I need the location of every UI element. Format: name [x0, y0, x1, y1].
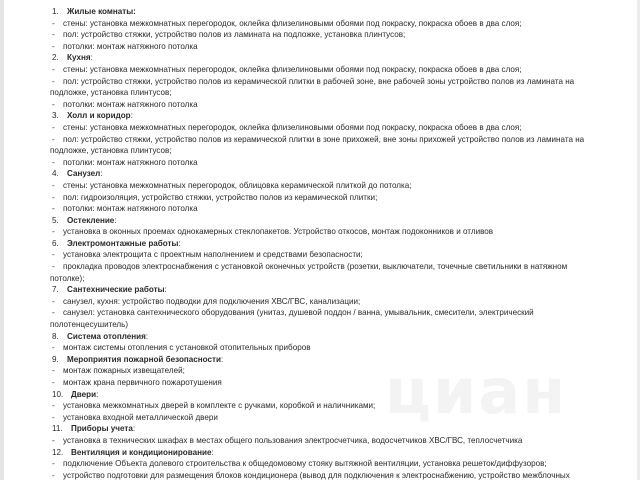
- section: [50, 354, 602, 389]
- section-colon: :: [145, 331, 149, 341]
- section-number: 8.: [52, 331, 59, 341]
- section-colon: :: [132, 424, 136, 434]
- list-item-text: подключение Объекта долевого строительства к общедомовому стояку вытяжной вентиляции, установка решеток/диффузоров;: [63, 459, 547, 469]
- dash-bullet: -: [52, 64, 55, 74]
- dash-bullet: -: [52, 262, 55, 272]
- section-colon: :: [96, 389, 99, 399]
- section-title: Мероприятия пожарной безопасности: [67, 354, 221, 364]
- section-number: 6.: [52, 238, 59, 248]
- list-item-text: установка в оконных проемах однокамерных стеклопакетов. Устройство откосов, монтаж подоконников и отливов: [63, 227, 494, 237]
- list-item: [50, 226, 602, 238]
- section-title: Двери: [71, 389, 97, 399]
- section-title: Приборы учета: [71, 424, 133, 434]
- section-heading: [50, 238, 602, 250]
- list-item-text: монтаж системы отопления с установкой отопительных приборов: [63, 343, 311, 353]
- dash-bullet: -: [52, 296, 55, 306]
- list-item-text: потолки: монтаж натяжного потолка: [63, 204, 198, 214]
- section-colon: :: [220, 354, 224, 364]
- dash-bullet: -: [52, 470, 55, 480]
- list-item: [50, 157, 602, 169]
- list-item: [50, 192, 602, 204]
- list-item-text: санузел, кухня: устройство подводки для подключения ХВС/ГВС, канализации;: [63, 296, 361, 306]
- section-title: Вентиляция и кондиционирование: [71, 447, 212, 457]
- dash-bullet: -: [52, 134, 55, 144]
- dash-bullet: -: [52, 459, 55, 469]
- list-item: [50, 296, 602, 308]
- list-item: [50, 342, 602, 354]
- section-colon: :: [130, 111, 133, 121]
- list-item: [50, 412, 602, 424]
- section-title: Санузел: [67, 169, 101, 179]
- dash-bullet: -: [52, 122, 55, 132]
- section-title: Остекление: [67, 215, 115, 225]
- section: [50, 423, 602, 446]
- page-left-edge: [0, 0, 4, 480]
- section-colon: :: [211, 447, 214, 457]
- section: [50, 52, 602, 110]
- section-title: Система отопления: [67, 331, 146, 341]
- section-colon: :: [178, 238, 181, 248]
- section: [50, 331, 602, 354]
- dash-bullet: -: [52, 401, 55, 411]
- list-item: [50, 203, 602, 215]
- section-number: 2.: [52, 53, 59, 63]
- list-item-text: монтаж крана первичного пожаротушения: [63, 378, 222, 387]
- list-item: [50, 18, 602, 30]
- section: [50, 389, 602, 424]
- section-heading: [50, 52, 602, 64]
- list-item: [50, 307, 602, 330]
- list-item: [50, 400, 602, 412]
- list-item-text: стены: установка межкомнатных перегородок, оклейка флизелиновыми обоями под покраску, покраска обоев в два слоя;: [63, 122, 522, 132]
- list-item: [50, 458, 602, 470]
- dash-bullet: -: [52, 250, 55, 260]
- list-item: [50, 122, 602, 134]
- section-title: Электромонтажные работы: [67, 238, 179, 248]
- section-heading: [50, 215, 602, 227]
- section-title: Сантехнические работы: [67, 285, 165, 295]
- section-heading: [50, 284, 602, 296]
- list-item-text: пол: гидроизоляция, устройство стяжки, устройство полов из керамической плитки;: [63, 192, 378, 202]
- list-item: [50, 435, 602, 447]
- list-item: [50, 76, 602, 99]
- list-item: [50, 41, 602, 53]
- list-item-text: потолки: монтаж натяжного потолка: [63, 157, 198, 167]
- section: [50, 110, 602, 168]
- dash-bullet: -: [52, 343, 55, 353]
- list-item-text: пол: устройство стяжки, устройство полов из керамической плитки в рабочей зоне, вне рабочей зоны устройство полов из ламината на подложке, установка плинтусов;: [50, 76, 575, 98]
- section-number: 12.: [52, 447, 64, 457]
- list-item-text: установка в технических шкафах в местах общего пользования электросчетчика, водосчетчиков ХВС/ГВС, теплосчетчика: [63, 435, 523, 445]
- section-colon: :: [114, 215, 117, 225]
- section: [50, 168, 602, 214]
- list-item-text: потолки: монтаж натяжного потолка: [63, 41, 198, 51]
- section-number: 11.: [52, 424, 63, 434]
- dash-bullet: -: [52, 412, 55, 422]
- section-number: 9.: [52, 354, 59, 364]
- list-item: [50, 249, 602, 261]
- section-title: Жилые комнаты:: [67, 7, 136, 16]
- dash-bullet: -: [52, 308, 55, 318]
- section-heading: [50, 423, 602, 435]
- section-heading: [50, 110, 602, 122]
- list-item-text: пол: устройство стяжки, устройство полов из керамической плитки в зоне прихожей, вне зоны прихожей устройство полов из ламината на подложке, установка плинтусов;: [50, 134, 585, 156]
- list-item-text: установка межкомнатных дверей в комплекте с ручками, коробкой и наличниками;: [63, 401, 376, 411]
- list-item: [50, 180, 602, 192]
- dash-bullet: -: [52, 192, 55, 202]
- section-heading: [50, 389, 602, 401]
- section-heading: [50, 331, 602, 343]
- list-item-text: прокладка проводов электроснабжения с установкой оконечных устройств (розетки, выключатели, точечные светильники в натяжном потолке);: [50, 262, 568, 283]
- section: [50, 6, 602, 52]
- section-title: Холл и коридор: [67, 111, 131, 121]
- list-item-text: стены: установка межкомнатных перегородок, облицовка керамической плиткой до потолка;: [63, 180, 412, 190]
- section: [50, 215, 602, 238]
- list-item-text: установка электрощита с проектным наполнением и средствами безопасности;: [63, 250, 363, 260]
- dash-bullet: -: [52, 204, 55, 214]
- section-heading: [50, 6, 602, 18]
- section-title: Кухня: [67, 53, 91, 63]
- list-item: [50, 470, 602, 481]
- dash-bullet: -: [52, 227, 55, 237]
- list-item-text: устройство подготовки для размещения блоков кондиционера (вывод для подключения к электроснабжению, устройство межблочных: [63, 470, 570, 480]
- list-item: [50, 134, 602, 157]
- dash-bullet: -: [52, 366, 55, 376]
- section-number: 3.: [52, 111, 59, 121]
- section-number: 5.: [52, 215, 59, 225]
- list-item-text: стены: установка межкомнатных перегородок, оклейка флизелиновыми обоями под покраску, покраска обоев в два слоя;: [63, 18, 522, 28]
- section-colon: :: [164, 285, 167, 295]
- section-number: 10.: [52, 389, 64, 399]
- dash-bullet: -: [52, 41, 55, 51]
- list-item-text: санузел: установка сантехнического оборудования (унитаз, душевой поддон / ванна, умывальник, смесители, электрический полотенцесушитель): [50, 308, 534, 330]
- list-item: [50, 377, 602, 389]
- list-item: [50, 261, 602, 284]
- list-item: [50, 99, 602, 111]
- section-heading: [50, 354, 602, 366]
- dash-bullet: -: [52, 435, 55, 445]
- list-item: [50, 29, 602, 41]
- section: [50, 284, 602, 330]
- dash-bullet: -: [52, 180, 55, 190]
- list-item: [50, 64, 602, 76]
- document-body: [50, 6, 602, 481]
- section: [50, 447, 602, 481]
- cian-watermark-logo: циан: [385, 355, 568, 428]
- list-item-text: потолки: монтаж натяжного потолка: [63, 99, 198, 109]
- list-item-text: установка входной металлической двери: [63, 412, 218, 422]
- list-item-text: монтаж пожарных извещателей;: [63, 366, 185, 376]
- section: [50, 238, 602, 284]
- dash-bullet: -: [52, 76, 55, 86]
- section-heading: [50, 447, 602, 459]
- list-item-text: пол: устройство стяжки, устройство полов из ламината на подложке, установка плинтусов;: [63, 30, 406, 40]
- dash-bullet: -: [52, 99, 55, 109]
- dash-bullet: -: [52, 378, 55, 387]
- section-colon: :: [90, 53, 93, 63]
- dash-bullet: -: [52, 30, 55, 40]
- dash-bullet: -: [52, 157, 55, 167]
- section-number: 1.: [52, 7, 59, 16]
- section-number: 7.: [52, 285, 59, 295]
- section-number: 4.: [52, 169, 59, 179]
- list-item-text: стены: установка межкомнатных перегородок, оклейка флизелиновыми обоями под покраску, покраска обоев в два слоя;: [63, 64, 522, 74]
- list-item: [50, 365, 602, 377]
- dash-bullet: -: [52, 18, 55, 28]
- section-colon: :: [100, 169, 103, 179]
- section-heading: [50, 168, 602, 180]
